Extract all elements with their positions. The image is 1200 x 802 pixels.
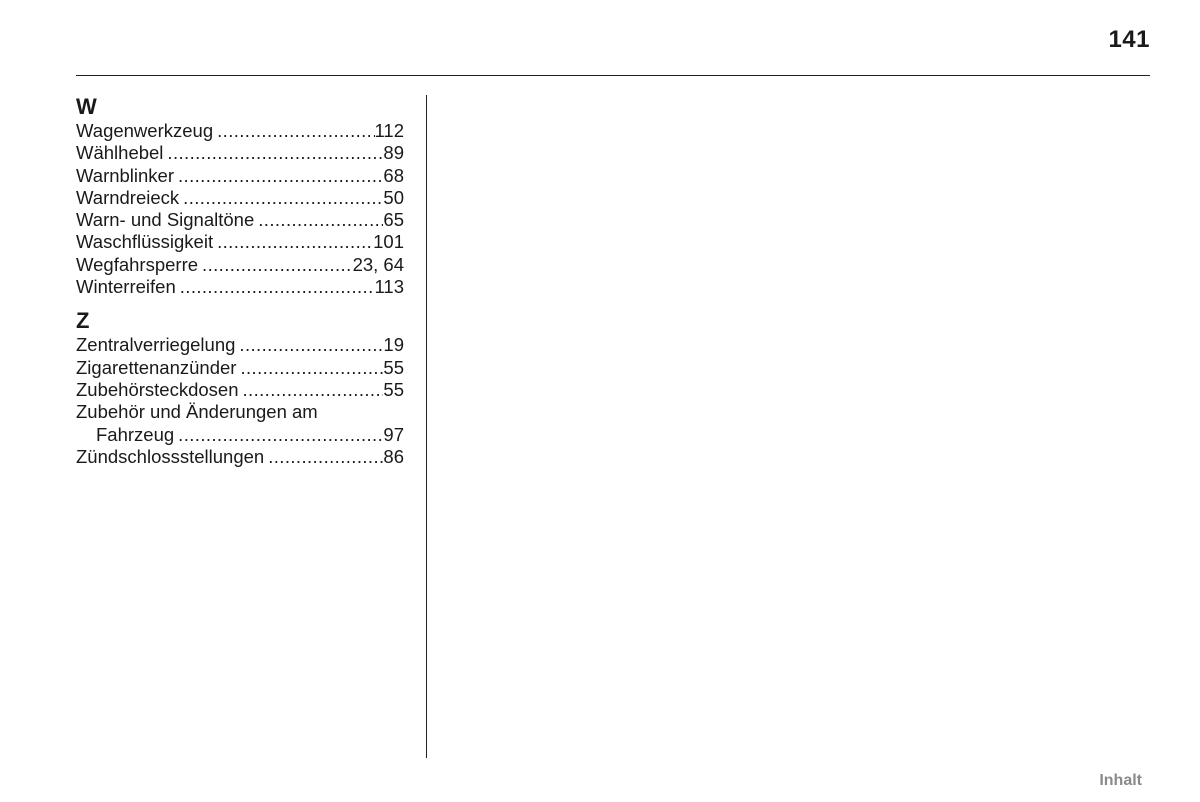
entry-page[interactable]: 68 — [383, 164, 404, 186]
entry-term: Warndreieck — [76, 186, 180, 208]
entry-term: Winterreifen — [76, 276, 176, 298]
entry-page[interactable]: 55 — [383, 356, 404, 378]
header-rule — [76, 75, 1150, 76]
entry-term: Zentralverriegelung — [76, 334, 236, 356]
dot-leader — [264, 446, 383, 468]
dot-leader — [254, 209, 383, 231]
dot-leader — [198, 254, 353, 276]
dot-leader — [179, 187, 383, 209]
dot-leader — [174, 424, 383, 446]
index-column — [76, 94, 404, 468]
entry-page[interactable]: 89 — [383, 142, 404, 164]
dot-leader — [235, 334, 383, 356]
index-entry[interactable] — [76, 187, 404, 209]
entry-term: Wegfahrsperre — [76, 253, 199, 275]
entry-page[interactable]: 113 — [374, 276, 404, 298]
index-entry[interactable] — [76, 142, 404, 164]
index-entry[interactable] — [76, 424, 404, 446]
entry-page[interactable]: 50 — [383, 186, 404, 208]
dot-leader — [213, 120, 374, 142]
entry-page[interactable]: 86 — [383, 445, 404, 467]
section-letter: Z — [76, 308, 90, 334]
entry-term: Fahrzeug — [96, 423, 175, 445]
index-section-z — [76, 308, 404, 468]
entry-term: Waschflüssigkeit — [76, 231, 214, 253]
dot-leader — [213, 231, 373, 253]
index-entry[interactable] — [76, 446, 404, 468]
entry-page[interactable]: 65 — [383, 209, 404, 231]
entry-term: Zubehörsteckdosen — [76, 378, 239, 400]
entry-term: Zündschlossstellungen — [76, 445, 265, 467]
entry-term: Wagenwerkzeug — [76, 120, 214, 141]
entry-page[interactable]: 112 — [374, 120, 404, 141]
inhalt-link[interactable]: Inhalt — [1099, 772, 1142, 789]
index-entry[interactable] — [76, 379, 404, 401]
index-entry[interactable] — [76, 231, 404, 253]
entry-page[interactable]: 55 — [383, 378, 404, 400]
entry-page[interactable]: 97 — [383, 423, 404, 445]
index-entry[interactable] — [76, 120, 404, 142]
entry-term: Warnblinker — [76, 164, 175, 186]
dot-leader — [236, 357, 383, 379]
column-divider — [426, 95, 427, 758]
index-entry[interactable] — [76, 357, 404, 379]
entry-page[interactable]: 19 — [383, 334, 404, 356]
index-entry-heading — [76, 401, 404, 423]
entry-term: Wählhebel — [76, 142, 164, 164]
entry-term: Zubehör und Änderungen am — [76, 401, 318, 423]
dot-leader — [163, 142, 383, 164]
entry-term: Warn- und Signaltöne — [76, 209, 255, 231]
entry-page[interactable]: 101 — [373, 231, 404, 253]
index-entry[interactable] — [76, 165, 404, 187]
entry-page[interactable]: 23, 64 — [352, 253, 404, 275]
index-entry[interactable] — [76, 334, 404, 356]
dot-leader — [176, 276, 375, 298]
index-section-w — [76, 94, 404, 298]
section-letter: W — [76, 94, 97, 119]
dot-leader — [174, 165, 383, 187]
index-entry[interactable] — [76, 209, 404, 231]
dot-leader — [239, 379, 384, 401]
index-entry[interactable] — [76, 254, 404, 276]
page-number: 141 — [1108, 26, 1150, 53]
index-entry[interactable] — [76, 276, 404, 298]
entry-term: Zigarettenanzünder — [76, 356, 237, 378]
